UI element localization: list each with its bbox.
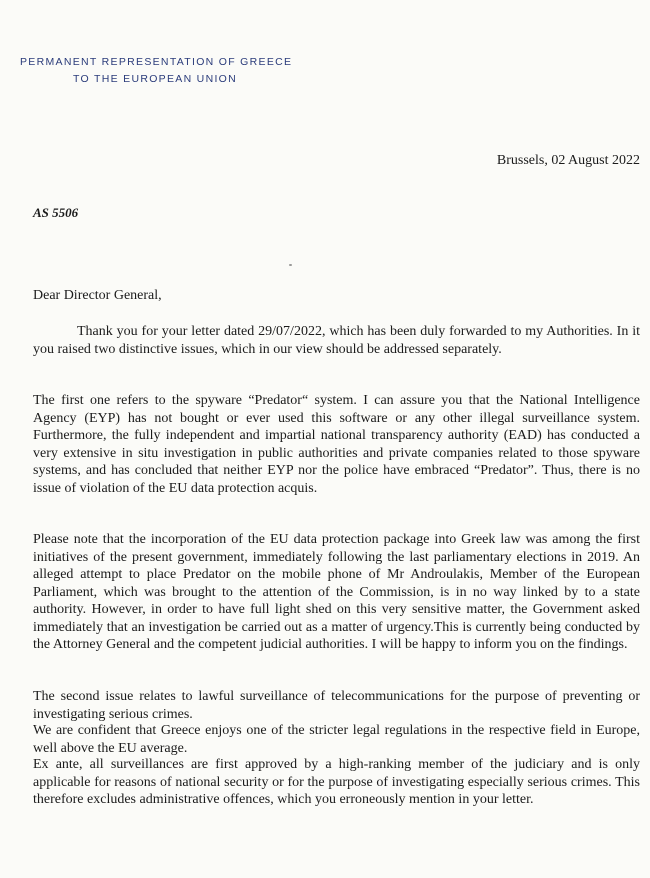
paragraph-predator: The first one refers to the spyware “Predator“ system. I can assure you that the National Intelligence Agency (EYP) has not bought or ever used this software or any other illegal surveillance system. Furthermore, the fully independent and impartial national transparency authority (EAD) has conducted a very extensive in situ investigation in public authorities and private companies related to those spyware systems, and has concluded that neither EYP nor the police have embraced “Predator”. Thus, there is no issue of violation of the EU data protection acquis. [33, 393, 640, 496]
scan-speck [289, 264, 292, 266]
letter-date: Brussels, 02 August 2022 [496, 153, 640, 168]
reference-number: AS 5506 [33, 205, 79, 220]
paragraph-ex-ante: Ex ante, all surveillances are first approved by a high-ranking member of the judiciary and is only applicable for reasons of national security or for the purpose of investigating especially serious crimes. This therefore excludes administrative offences, which you erroneously mention in your letter. [33, 757, 640, 807]
paragraph-intro: Thank you for your letter dated 29/07/2022, which has been duly forwarded to my Authorities. In it you raised two distinctive issues, which in our view should be addressed separately. [33, 324, 640, 357]
paragraph-regulations: We are confident that Greece enjoys one of the stricter legal regulations in the respective field in Europe, well above the EU average. [33, 723, 640, 756]
paragraph-second-issue: The second issue relates to lawful surveillance of telecommunications for the purpose of preventing or investigating serious crimes. [33, 689, 640, 722]
letterhead [20, 54, 292, 88]
letterhead-line-1: PERMANENT REPRESENTATION OF GREECE [20, 56, 293, 68]
letterhead-line-2: TO THE EUROPEAN UNION [73, 73, 238, 85]
salutation: Dear Director General, [33, 288, 162, 303]
paragraph-investigation: Please note that the incorporation of the EU data protection package into Greek law was among the first initiatives of the present government, immediately following the last parliamentary elections in 2019. An alleged attempt to place Predator on the mobile phone of Mr Androulakis, Member of the European Parliament, which was brought to the attention of the Commission, is in no way linked by to a state authority. However, in order to have full light shed on this very sensitive matter, the Government asked immediately that an investigation be carried out as a matter of urgency.This is currently being conducted by the Attorney General and the competent judicial authorities. I will be happy to inform you on the findings. [33, 532, 640, 652]
